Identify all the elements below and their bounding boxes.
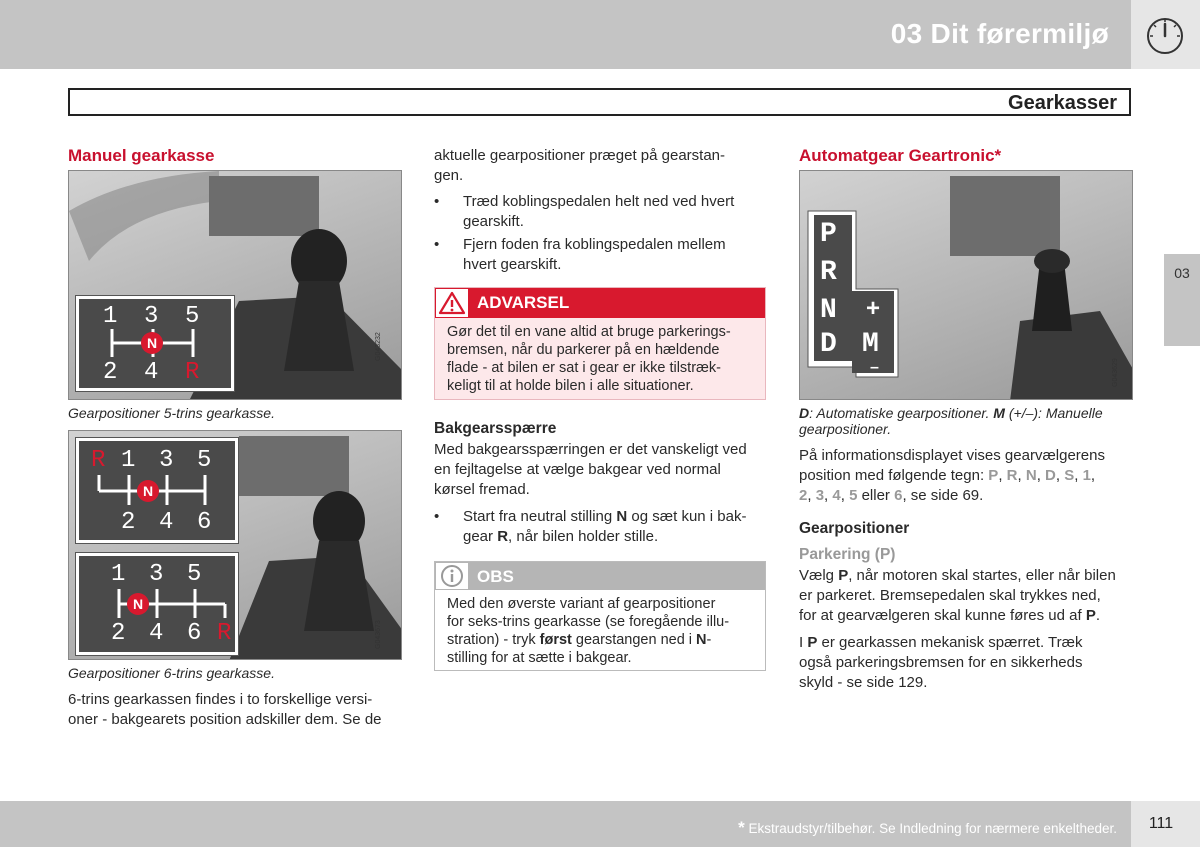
reverse-l1: Med bakgearsspærringen er det vanskeligt ved [434,441,747,458]
gear-label-3: 3 [144,303,159,330]
figure-code: G043232 [375,332,382,361]
gear-label-6: 6 [197,509,212,536]
gear-label-2: 2 [111,620,126,647]
park2-l3: skyld - se side 129. [799,674,928,691]
page-number: 111 [1148,815,1174,832]
warning-l2: bremsen, når du parkerer på en hældende [447,342,720,358]
gear-label-5: 5 [187,561,202,588]
park-l1: Vælg P, når motoren skal startes, eller når bilen [799,567,1116,584]
gear-label-neutral: N [820,295,837,326]
automatic-gearbox-heading: Automatgear Geartronic* [799,146,1002,165]
info-l3: 2, 3, 4, 5 eller 6, se side 69. [799,487,984,504]
gear-label-3: 3 [149,561,164,588]
info-l2: position med følgende tegn: P, R, N, D, S, 1, [799,467,1096,484]
bullet-dot: • [434,236,440,253]
manual-gearbox-heading: Manuel gearkasse [68,146,215,165]
shift-diagram-6a [75,437,239,544]
six-speed-para-l1: 6-trins gearkassen findes i to forskellige versi- [68,691,373,708]
chapter-side-tab[interactable] [1164,254,1200,346]
gear-label-2: 2 [103,359,118,386]
park2-l2: også parkeringsbremsen for en sikkerheds [799,654,1083,671]
gear-label-2: 2 [121,509,136,536]
obs-header [435,562,765,590]
gear-label-1: 1 [111,561,126,588]
neutral-badge: N [137,480,159,502]
caption-5-speed: Gearpositioner 5-trins gearkasse. [68,405,275,421]
gear-label-6: 6 [187,620,202,647]
park-l2: er parkeret. Bremsepedalen skal trykkes ned, [799,587,1101,604]
obs-l4: stilling for at sætte i bakgear. [447,650,632,666]
reverse-l2: en fejltagelse at vælge bakgear ved normal [434,461,721,478]
info-l1: På informationsdisplayet vises gearvælgerens [799,447,1105,464]
side-tab-label: 03 [1174,265,1190,281]
obs-label: OBS [477,567,514,586]
warning-label: ADVARSEL [477,293,570,312]
park-heading: Parkering (P) [799,546,896,563]
chapter-icon-box [1131,0,1200,69]
automatic-caption-l1: D: Automatiske gearpositioner. M (+/–): Manuelle [799,405,1103,421]
shift-diagram-6b [75,552,239,656]
gear-label-3: 3 [159,447,174,474]
page-number-box [1131,801,1200,847]
park-l3: for at gearvælgeren skal kunne føres ud af P. [799,607,1101,624]
gear-label-reverse: R [185,359,200,386]
bullet-clutch-down [434,192,766,232]
obs-l1: Med den øverste variant af gearpositioner [447,596,716,612]
gear-label-1: 1 [103,303,118,330]
figure-code: G043629 [1112,358,1119,387]
bullet-text-l1: Fjern foden fra koblingspedalen mellem [463,236,726,253]
section-bar [68,88,1131,116]
warning-box [434,287,766,400]
chapter-title: 03 Dit førermiljø [890,18,1109,49]
obs-note-box [434,561,766,671]
gear-label-1: 1 [121,447,136,474]
intro-l1: aktuelle gearpositioner præget på gearstan- [434,147,726,164]
bullet-clutch-release [434,235,766,275]
gear-label-plus: + [866,295,881,322]
gauge-icon [1131,0,1200,69]
gear-label-reverse: R [820,257,837,288]
obs-l2: for seks-trins gearkasse (se foregående illu- [447,614,730,630]
warning-l4: keligt til at holde bilen i alle situationer. [447,378,694,394]
bullet-text-l1: Træd koblingspedalen helt ned ved hvert [463,193,735,210]
gear-label-reverse: R [91,447,106,474]
geartronic-diagram-outline [800,171,1133,400]
warning-l3: flade - at bilen er sat i gear er ikke tilstræk- [447,360,721,376]
bullet-dot: • [434,193,440,210]
shift-diagram-5 [75,295,235,392]
gear-label-minus: – [870,359,879,376]
section-title: Gearkasser [1008,92,1117,114]
bullet-text-l1: Start fra neutral stilling N og sæt kun i bak- [463,508,747,525]
reverse-l3: kørsel fremad. [434,481,530,498]
gear-label-reverse: R [217,620,232,647]
neutral-badge: N [141,332,163,354]
gear-label-4: 4 [144,359,159,386]
bullet-text-l2: hvert gearskift. [463,256,562,273]
warning-icon [435,288,469,318]
caption-6-speed: Gearpositioner 6-trins gearkasse. [68,665,275,681]
gear-label-4: 4 [159,509,174,536]
bullet-text-l2: gearskift. [463,213,524,230]
bullet-text-l2: gear R, når bilen holder stille. [463,528,659,545]
info-icon [435,562,469,590]
automatic-gear-photo [799,170,1133,400]
gear-label-park: P [820,219,837,250]
gear-label-5: 5 [197,447,212,474]
page-footer [0,801,1131,847]
park2-l1: I P er gearkassen mekanisk spærret. Træk [799,634,1083,651]
gear-label-5: 5 [185,303,200,330]
warning-header [435,288,765,318]
reverse-lock-heading: Bakgearsspærre [434,420,557,437]
gear-label-4: 4 [149,620,164,647]
footnote: * Ekstraudstyr/tilbehør. Se Indledning for nærmere enkeltheder. [738,818,1117,837]
warning-l1: Gør det til en vane altid at bruge parkerings- [447,324,731,340]
intro-l2: gen. [434,167,464,184]
figure-code: G043673 [375,620,382,649]
bullet-reverse [434,507,766,547]
gear-positions-heading: Gearpositioner [799,520,910,537]
gear-label-manual: M [862,329,879,360]
bullet-dot: • [434,508,440,525]
manual-6-gear-photo [68,430,402,660]
chapter-header [0,0,1131,69]
gear-label-drive: D [820,329,837,360]
obs-l3: stration) - tryk først gearstangen ned i N- [447,632,712,648]
manual-gear-photo [68,170,402,400]
neutral-badge: N [127,593,149,615]
automatic-caption-l2: gearpositioner. [799,421,892,437]
six-speed-para-l2: oner - bakgearets position adskiller dem. Se de [68,711,382,728]
